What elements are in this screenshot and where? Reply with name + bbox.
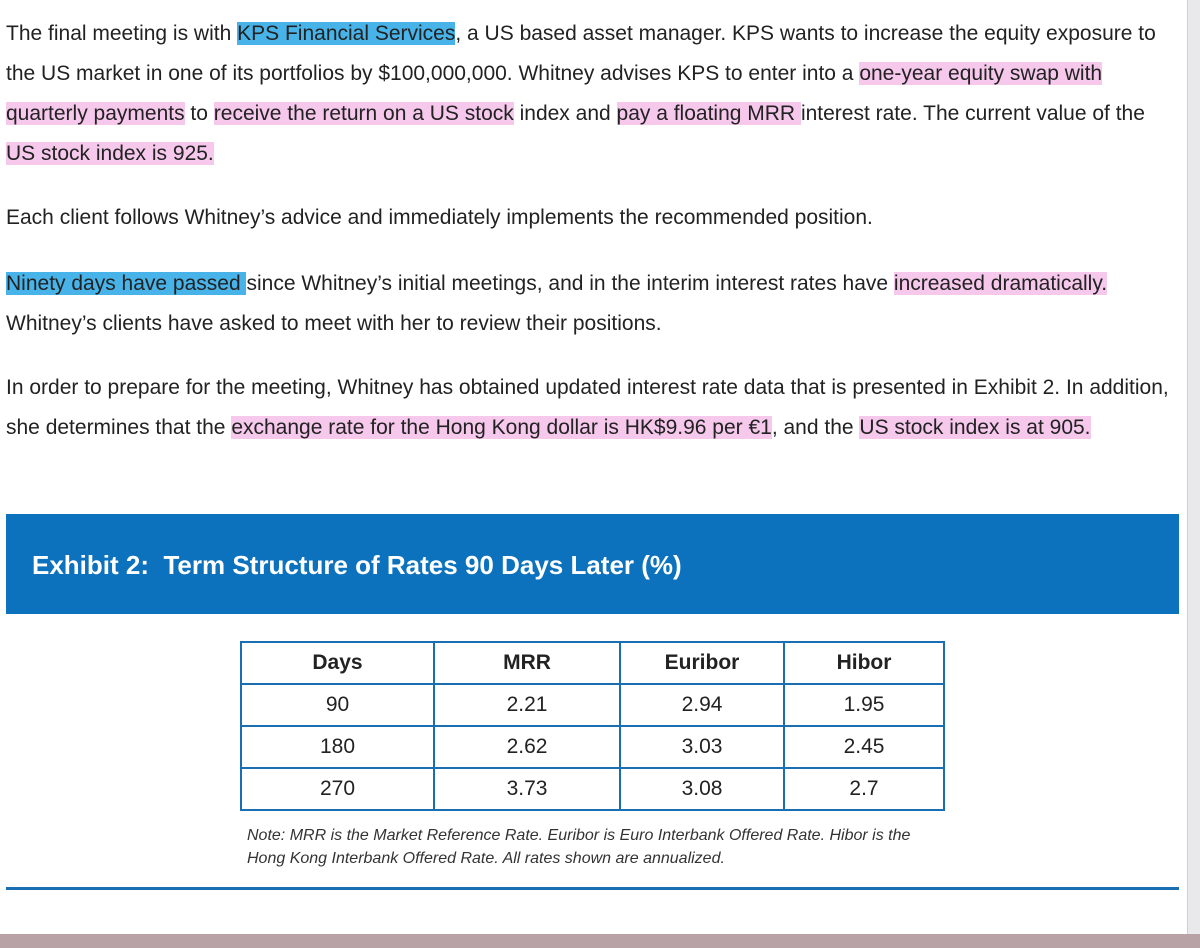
highlight-pink: US stock index is at 905. [859, 416, 1091, 439]
text-segment: The final meeting is with [6, 22, 238, 45]
table-header-row [241, 642, 944, 684]
text-segment: In order to prepare for the meeting, Whitney has obtained updated interest rate data that is presented in Exhibit 2. In addition, she determines that the [6, 376, 1169, 439]
cell-days: 180 [241, 726, 434, 768]
header-hibor: Hibor [784, 642, 944, 684]
highlight-pink: increased dramatically. [893, 272, 1108, 295]
highlight-pink: pay a floating MRR [616, 102, 801, 125]
table-note: Note: MRR is the Market Reference Rate. Euribor is Euro Interbank Offered Rate. Hibor is the Hong Kong Interbank Offered Rate. All rates shown are annualized. [247, 827, 911, 867]
cell-days: 270 [241, 768, 434, 810]
text-segment: interest rate. The current value of the [800, 102, 1145, 125]
text-segment: Each client follows Whitney’s advice and immediately implements the recommended position. [6, 206, 873, 229]
paragraph-kps-meeting [6, 14, 1176, 174]
bottom-divider [6, 887, 1179, 890]
cell-mrr: 2.21 [434, 684, 620, 726]
window-right-edge [1187, 0, 1200, 948]
header-days: Days [241, 642, 434, 684]
window-bottom-edge [0, 934, 1200, 948]
cell-euribor: 3.08 [620, 768, 784, 810]
text-segment: , and the [771, 416, 860, 439]
text-segment: Whitney’s clients have asked to meet with her to review their positions. [6, 312, 662, 335]
rates-table [240, 641, 945, 811]
highlight-pink: receive the return on a US stock [213, 102, 514, 125]
cell-euribor: 2.94 [620, 684, 784, 726]
header-euribor: Euribor [620, 642, 784, 684]
highlight-pink: US stock index is 925. [6, 142, 214, 165]
highlight-blue: KPS Financial Services [237, 22, 456, 45]
cell-hibor: 2.7 [784, 768, 944, 810]
header-mrr: MRR [434, 642, 620, 684]
highlight-blue: Ninety days have passed [6, 272, 247, 295]
cell-mrr: 3.73 [434, 768, 620, 810]
cell-hibor: 2.45 [784, 726, 944, 768]
text-segment: index and [513, 102, 617, 125]
exhibit-banner [6, 514, 1179, 614]
exhibit-title: Exhibit 2: Term Structure of Rates 90 Days Later (%) [32, 550, 682, 580]
text-segment: to [184, 102, 214, 125]
highlight-pink: exchange rate for the Hong Kong dollar is HK$9.96 per €1 [231, 416, 772, 439]
cell-mrr: 2.62 [434, 726, 620, 768]
cell-hibor: 1.95 [784, 684, 944, 726]
table-row [241, 726, 944, 768]
table-row [241, 684, 944, 726]
cell-days: 90 [241, 684, 434, 726]
paragraph-ninety-days [6, 264, 1176, 344]
text-segment: since Whitney’s initial meetings, and in the interim interest rates have [246, 272, 894, 295]
paragraph-client-advice [6, 198, 1176, 238]
text-segment: , a US based asset manager. KPS wants to increase the equity exposure to the US market in one of its portfolios by $100,000,000. Whitney advises KPS to enter into a [6, 22, 1156, 85]
cell-euribor: 3.03 [620, 726, 784, 768]
paragraph-meeting-prep [6, 368, 1176, 448]
highlight-pink: one-year equity swap with quarterly payments [6, 62, 1103, 125]
table-row [241, 768, 944, 810]
